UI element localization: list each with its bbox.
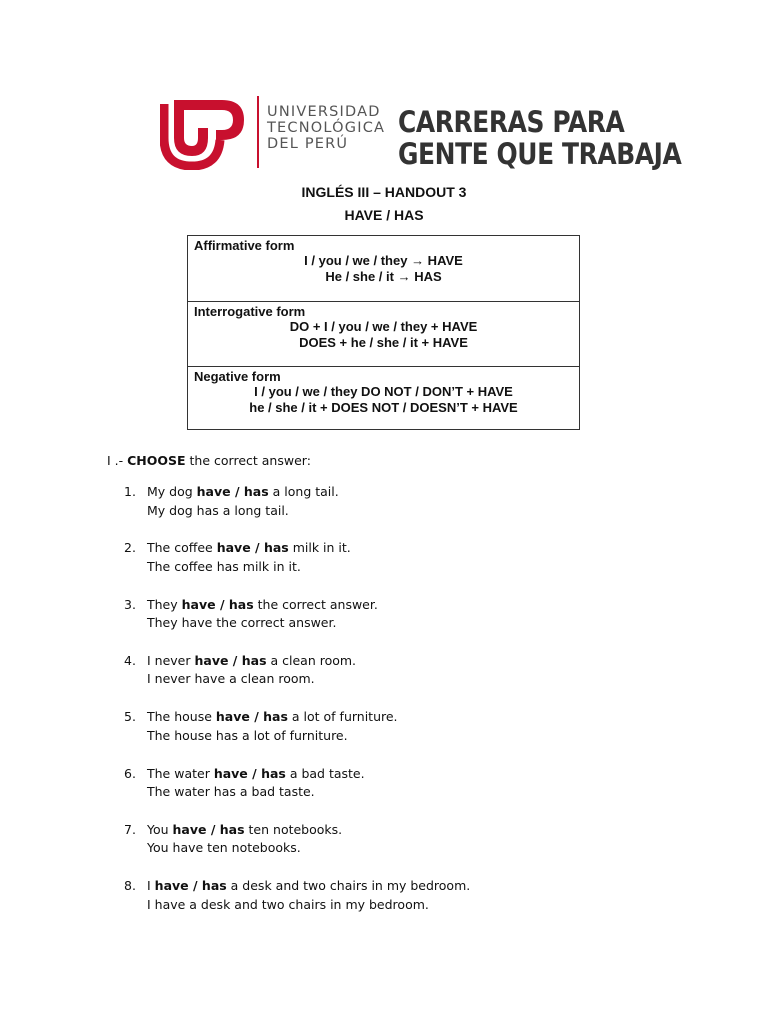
grammar-rule: DO + I / you / we / they + HAVE [289, 319, 478, 334]
university-name-line: UNIVERSIDAD [267, 104, 381, 120]
question-end: a lot of furniture. [287, 709, 398, 725]
item-number: 3. [124, 596, 136, 612]
choice-has: has [261, 765, 286, 781]
grammar-row-label: Affirmative form [194, 238, 295, 253]
item-number: 5. [124, 709, 136, 725]
question-end: a clean room. [266, 652, 357, 668]
logo-divider [257, 96, 259, 168]
slogan-line: GENTE QUE TRABAJA [398, 137, 682, 171]
grammar-row-affirmative [188, 236, 579, 301]
item-number: 1. [124, 484, 136, 499]
choice-separator: / [250, 540, 264, 556]
grammar-row-label: Negative form [194, 369, 281, 384]
question-start: I [147, 878, 155, 894]
question-start: The water [147, 765, 214, 781]
item-question [147, 483, 339, 502]
item-question [147, 821, 342, 840]
question-start: You [147, 821, 173, 837]
utp-logo-icon [160, 94, 246, 170]
item-number: 4. [124, 652, 136, 668]
choice-separator: / [230, 484, 244, 499]
question-start: The coffee [147, 540, 217, 556]
choice-have: have [216, 540, 251, 556]
item-number: 7. [124, 821, 136, 837]
grammar-rule: I / you / we / they → HAVE [304, 253, 463, 268]
choice-have: have [215, 709, 250, 725]
question-end: a desk and two chairs in my bedroom. [226, 878, 471, 894]
grammar-row-interrogative [188, 301, 579, 366]
university-name-line: TECNOLÓGICA [267, 120, 386, 136]
item-answer: I never have a clean room. [147, 671, 315, 687]
question-end: a long tail. [268, 484, 339, 499]
grammar-rule: DOES + he / she / it + HAVE [299, 335, 468, 350]
question-start: My dog [147, 484, 197, 499]
exercise-heading [107, 453, 311, 468]
exercise-heading-verb: CHOOSE [127, 453, 186, 468]
choice-has: has [228, 596, 254, 612]
item-question [147, 765, 365, 784]
choice-has: has [241, 652, 267, 668]
question-start: They [147, 596, 182, 612]
page-subtitle: HAVE / HAS [344, 207, 424, 223]
question-start: I never [147, 652, 195, 668]
choice-has: has [263, 709, 288, 725]
grammar-row-label: Interrogative form [194, 304, 306, 319]
choice-has: has [219, 821, 245, 837]
choice-has: has [263, 540, 289, 556]
exercise-heading-prefix: I .- [107, 453, 128, 468]
exercise-heading-rest: the correct answer: [185, 453, 311, 468]
item-number: 6. [124, 765, 136, 781]
choice-have: have [213, 765, 248, 781]
university-name [267, 104, 385, 152]
choice-has: has [201, 878, 227, 894]
item-question [147, 708, 398, 727]
item-question [147, 539, 351, 558]
university-name-line: DEL PERÚ [267, 136, 349, 152]
grammar-table [187, 235, 580, 430]
item-number: 2. [124, 540, 136, 556]
item-answer: The water has a bad taste. [147, 784, 315, 799]
item-answer: The coffee has milk in it. [147, 558, 301, 574]
item-answer: I have a desk and two chairs in my bedroom. [147, 896, 429, 912]
item-answer: You have ten notebooks. [147, 840, 301, 856]
choice-separator: / [247, 765, 262, 781]
item-answer: They have the correct answer. [147, 615, 337, 631]
choice-separator: / [249, 709, 264, 725]
item-answer: My dog has a long tail. [147, 502, 289, 518]
slogan-line: CARRERAS PARA [398, 105, 625, 139]
grammar-rule: he / she / it + DOES NOT / DOESN’T + HAVE [249, 400, 518, 415]
item-question [147, 877, 470, 896]
choice-separator: / [206, 821, 220, 837]
grammar-rule: He / she / it → HAS [325, 269, 442, 284]
item-question [147, 652, 356, 671]
question-end: ten notebooks. [244, 821, 343, 837]
grammar-row-negative [188, 366, 579, 431]
item-answer: The house has a lot of furniture. [147, 727, 348, 743]
question-end: the correct answer. [253, 596, 378, 612]
item-number: 8. [124, 878, 136, 894]
slogan [398, 106, 681, 170]
question-start: The house [147, 709, 216, 725]
choice-separator: / [188, 878, 202, 894]
choice-has: has [243, 484, 269, 499]
choice-separator: / [228, 652, 242, 668]
grammar-rule: I / you / we / they DO NOT / DON’T + HAVE [254, 384, 513, 399]
choice-separator: / [215, 596, 229, 612]
choice-have: have [172, 821, 207, 837]
item-question [147, 596, 378, 615]
choice-have: have [154, 878, 189, 894]
choice-have: have [181, 596, 216, 612]
choice-have: have [196, 484, 231, 499]
question-end: a bad taste. [285, 765, 365, 781]
question-end: milk in it. [288, 540, 351, 556]
page-title: INGLÉS III – HANDOUT 3 [301, 184, 467, 200]
choice-have: have [194, 652, 229, 668]
